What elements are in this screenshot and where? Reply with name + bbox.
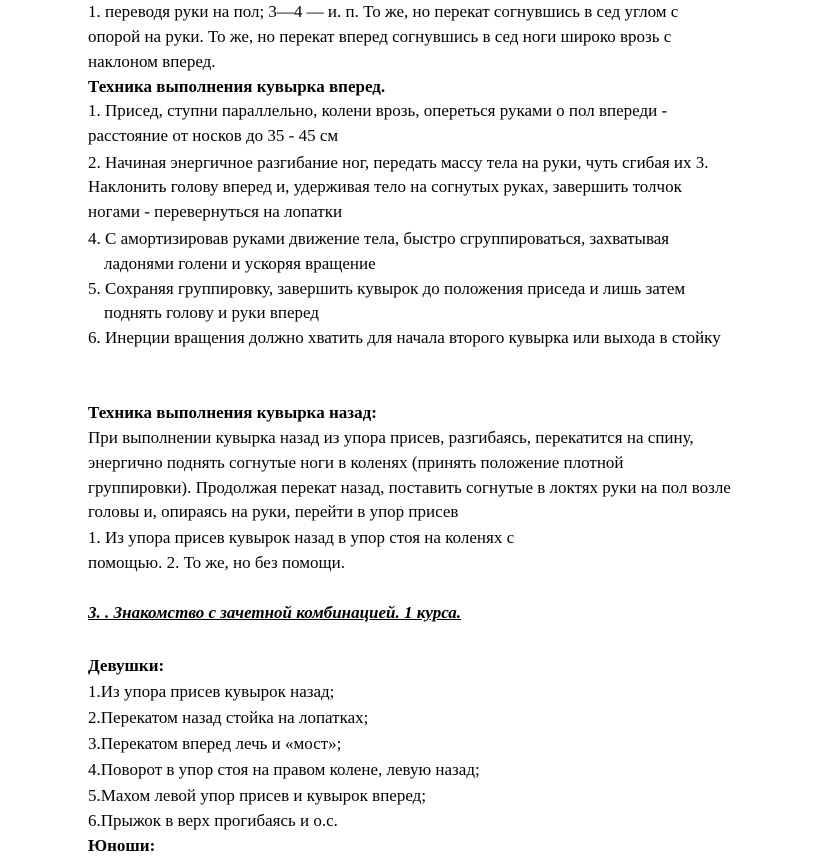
forward-line: 2. Начиная энергичное разгибание ног, передать массу тела на руки, чуть сгибая их 3.: [88, 153, 709, 172]
girls-list-item: 2.Перекатом назад стойка на лопатках;: [88, 708, 369, 727]
intro-line: опорой на руки. То же, но перекат вперед согнувшись в сед ноги широко врозь с: [88, 27, 672, 46]
backward-line: энергично поднять согнутые ноги в коленях (принять положение плотной: [88, 453, 624, 472]
backward-line: помощью. 2. То же, но без помощи.: [88, 553, 345, 572]
forward-line: Наклонить голову вперед и, удерживая тело на согнутых руках, завершить толчок: [88, 177, 682, 196]
girls-list-item: 5.Махом левой упор присев и кувырок вперед;: [88, 786, 427, 805]
backward-line: головы и, опираясь на руки, перейти в упор присев: [88, 502, 459, 521]
forward-line: расстояние от носков до 35 - 45 см: [88, 126, 339, 145]
forward-line: поднять голову и руки вперед: [104, 303, 319, 322]
forward-line: ногами - перевернуться на лопатки: [88, 202, 343, 221]
intro-line: 1. переводя руки на пол; 3—4 — и. п. То же, но перекат согнувшись в сед углом с: [88, 2, 679, 21]
girls-list-item: 1.Из упора присев кувырок назад;: [88, 682, 335, 701]
girls-list-item: 6.Прыжок в верх прогибаясь и о.с.: [88, 811, 338, 830]
forward-line: 6. Инерции вращения должно хватить для начала второго кувырка или выхода в стойку: [88, 328, 721, 347]
forward-line: 4. С амортизировав руками движение тела, быстро сгруппироваться, захватывая: [88, 229, 670, 248]
forward-roll-title: Техника выполнения кувырка вперед.: [88, 77, 386, 96]
backward-line: 1. Из упора присев кувырок назад в упор стоя на коленях с: [88, 528, 515, 547]
girls-title: Девушки:: [88, 656, 165, 675]
section-heading: 3. . Знакомство с зачетной комбинацией. 1 курса.: [88, 603, 462, 622]
boys-title: Юноши:: [88, 836, 156, 855]
intro-line: наклоном вперед.: [88, 52, 216, 71]
girls-list-item: 3.Перекатом вперед лечь и «мост»;: [88, 734, 342, 753]
girls-list-item: 4.Поворот в упор стоя на правом колене, левую назад;: [88, 760, 480, 779]
backward-line: группировки). Продолжая перекат назад, поставить согнутые в локтях руки на пол возле: [88, 478, 731, 497]
backward-roll-title: Техника выполнения кувырка назад:: [88, 403, 377, 422]
forward-line: 5. Сохраняя группировку, завершить кувырок до положения приседа и лишь затем: [88, 279, 686, 298]
backward-line: При выполнении кувырка назад из упора присев, разгибаясь, перекатится на спину,: [88, 428, 694, 447]
forward-line: 1. Присед, ступни параллельно, колени врозь, опереться руками о пол впереди -: [88, 101, 668, 120]
forward-line: ладонями голени и ускоряя вращение: [104, 254, 376, 273]
